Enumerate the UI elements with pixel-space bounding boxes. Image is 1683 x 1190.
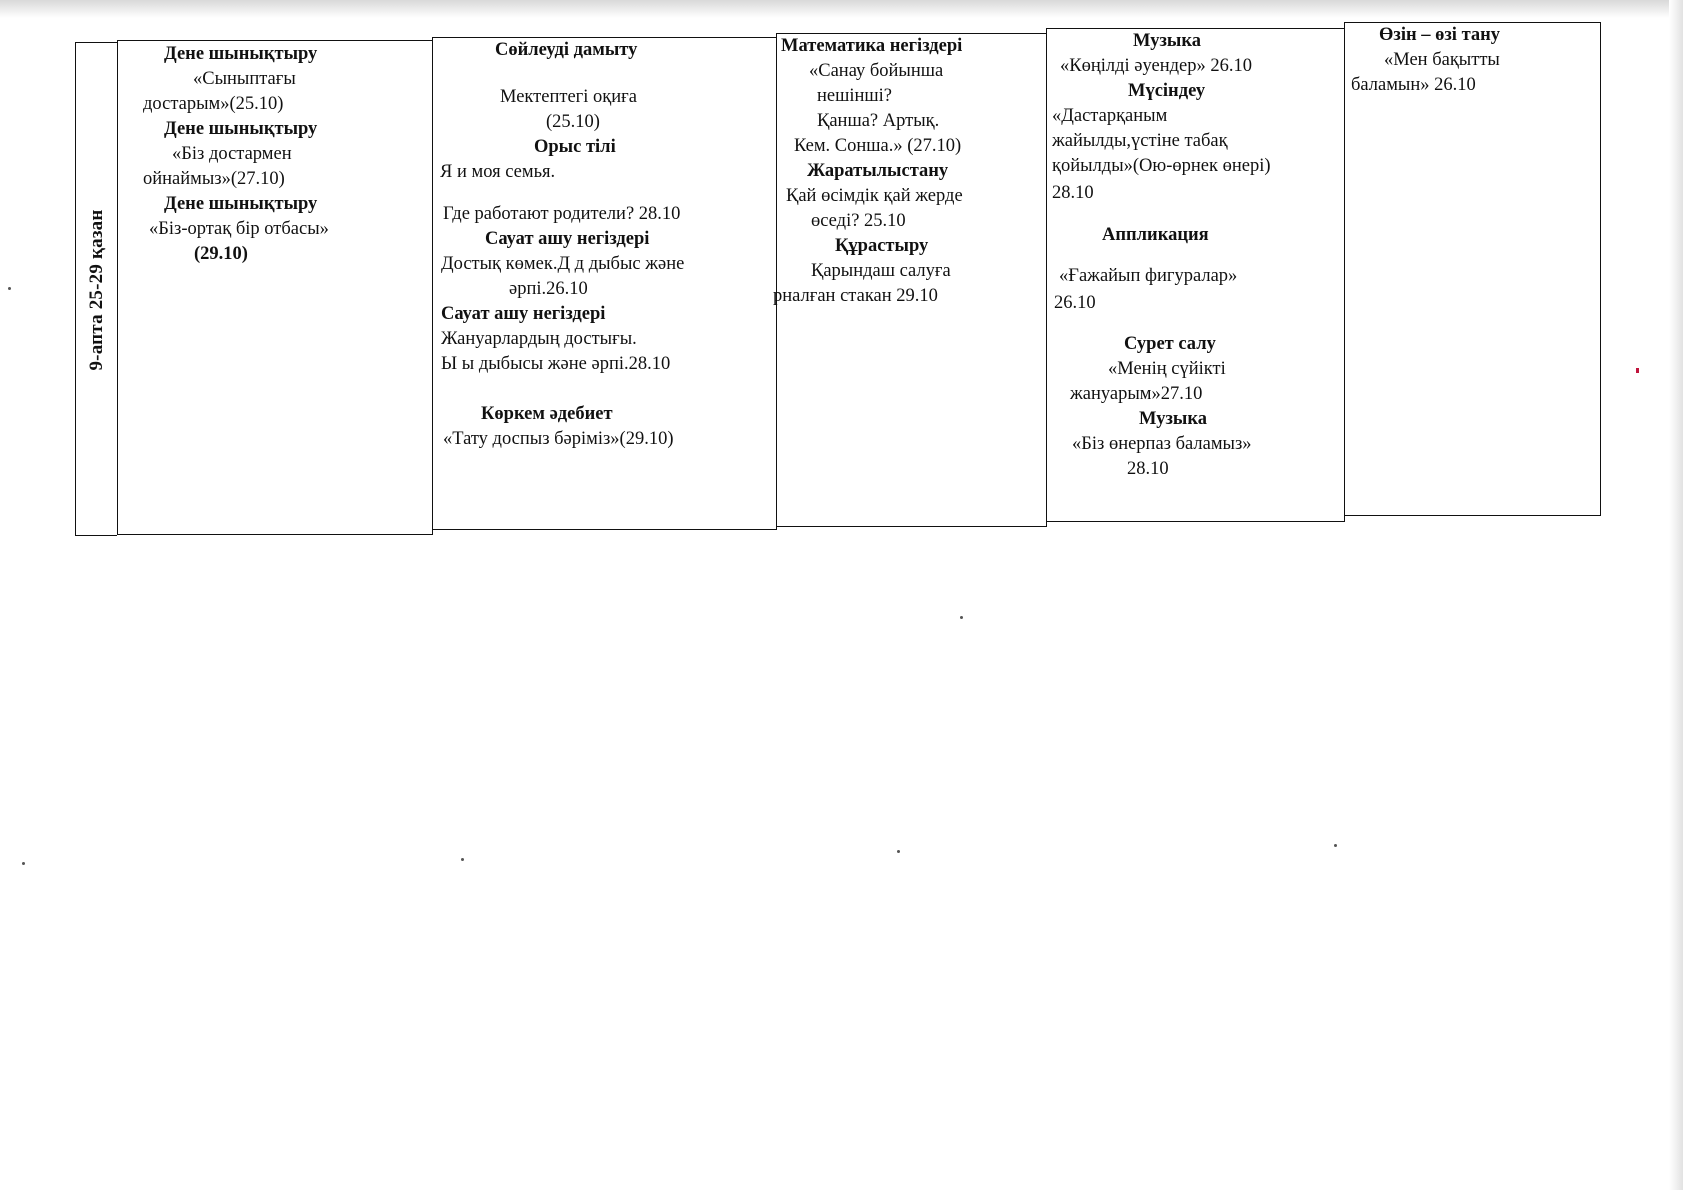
lesson-date: (25.10) [546, 112, 600, 132]
subject-heading: Сауат ашу негіздері [441, 304, 606, 324]
lesson-date: 26.10 [1054, 293, 1096, 313]
lesson-topic: «Ғажайып фигуралар» [1059, 266, 1238, 286]
column-speech-development [432, 37, 777, 530]
lesson-topic: «Менің сүйікті [1108, 359, 1226, 379]
lesson-topic: ойнаймыз»(27.10) [143, 169, 285, 189]
lesson-topic: жануарым»27.10 [1070, 384, 1203, 404]
scan-shadow-right [1669, 0, 1683, 1190]
column-arts [1046, 28, 1345, 522]
subject-heading: Көркем әдебиет [481, 404, 613, 424]
week-label: 9-апта 25-29 қазан [86, 209, 107, 371]
lesson-topic: Мектептегі оқиға [500, 87, 637, 107]
subject-heading: Мүсіндеу [1128, 81, 1206, 101]
lesson-topic: Достық көмек.Д д дыбыс және [441, 254, 685, 274]
lesson-topic: рналған стакан 29.10 [773, 286, 938, 306]
column-physical-education [117, 40, 433, 535]
subject-heading: Сауат ашу негіздері [485, 229, 650, 249]
scan-speck [960, 616, 963, 619]
scan-speck [1334, 844, 1337, 847]
subject-heading: Музыка [1133, 31, 1201, 51]
subject-heading: Аппликация [1102, 225, 1209, 245]
lesson-date: 28.10 [1127, 459, 1169, 479]
scan-speck [897, 850, 900, 853]
lesson-date: 28.10 [1052, 183, 1094, 203]
subject-heading: Математика негіздері [781, 36, 963, 56]
lesson-topic: «Мен бақытты [1384, 50, 1500, 70]
lesson-topic: өседі? 25.10 [811, 211, 906, 231]
lesson-topic: Ы ы дыбысы және әрпі.28.10 [441, 354, 671, 374]
scan-speck [461, 858, 464, 861]
week-cell [75, 42, 117, 536]
lesson-topic: нешінші? [817, 86, 892, 106]
lesson-topic: Я и моя семья. [440, 162, 556, 182]
lesson-topic: «Біз достармен [172, 144, 292, 164]
lesson-date: әрпі.26.10 [509, 279, 588, 299]
subject-heading: Дене шынықтыру [164, 194, 318, 214]
scan-speck [8, 287, 11, 290]
subject-heading: Сөйлеуді дамыту [495, 40, 638, 60]
subject-heading: Өзін – өзі тану [1379, 25, 1501, 45]
subject-heading: Музыка [1139, 409, 1207, 429]
lesson-topic: достарым»(25.10) [143, 94, 284, 114]
subject-heading: Құрастыру [835, 236, 929, 256]
lesson-topic: «Көңілді әуендер» 26.10 [1060, 56, 1252, 76]
lesson-topic: баламын» 26.10 [1351, 75, 1476, 95]
subject-heading: Сурет салу [1124, 334, 1216, 354]
column-self-knowledge [1344, 22, 1601, 516]
lesson-topic: жайылды,үстіне табақ [1052, 131, 1228, 151]
lesson-topic: Жануарлардың достығы. [441, 329, 637, 349]
lesson-topic: «Сыныптағы [193, 69, 296, 89]
subject-heading: Орыс тілі [534, 137, 616, 157]
lesson-date: (29.10) [194, 244, 248, 264]
lesson-topic: «Дастарқаным [1052, 106, 1168, 126]
lesson-topic: «Біз өнерпаз баламыз» [1072, 434, 1252, 454]
subject-heading: Дене шынықтыру [164, 44, 318, 64]
lesson-topic: Қарындаш салуға [811, 261, 951, 281]
subject-heading: Жаратылыстану [807, 161, 949, 181]
lesson-topic: «Біз-ортақ бір отбасы» [149, 219, 329, 239]
lesson-topic: Где работают родители? 28.10 [443, 204, 681, 224]
scan-shadow-top [0, 0, 1683, 18]
lesson-topic: Қанша? Артық. [817, 111, 940, 131]
subject-heading: Дене шынықтыру [164, 119, 318, 139]
scan-speck-red [1636, 368, 1639, 373]
lesson-topic: Қай өсімдік қай жерде [786, 186, 963, 206]
lesson-topic: қойылды»(Ою-өрнек өнері) [1052, 156, 1271, 176]
column-mathematics [773, 33, 1047, 527]
lesson-topic: «Санау бойынша [809, 61, 944, 81]
lesson-topic: «Тату доспыз бәріміз»(29.10) [443, 429, 674, 449]
scan-speck [22, 862, 25, 865]
lesson-topic: Кем. Сонша.» (27.10) [794, 136, 962, 156]
